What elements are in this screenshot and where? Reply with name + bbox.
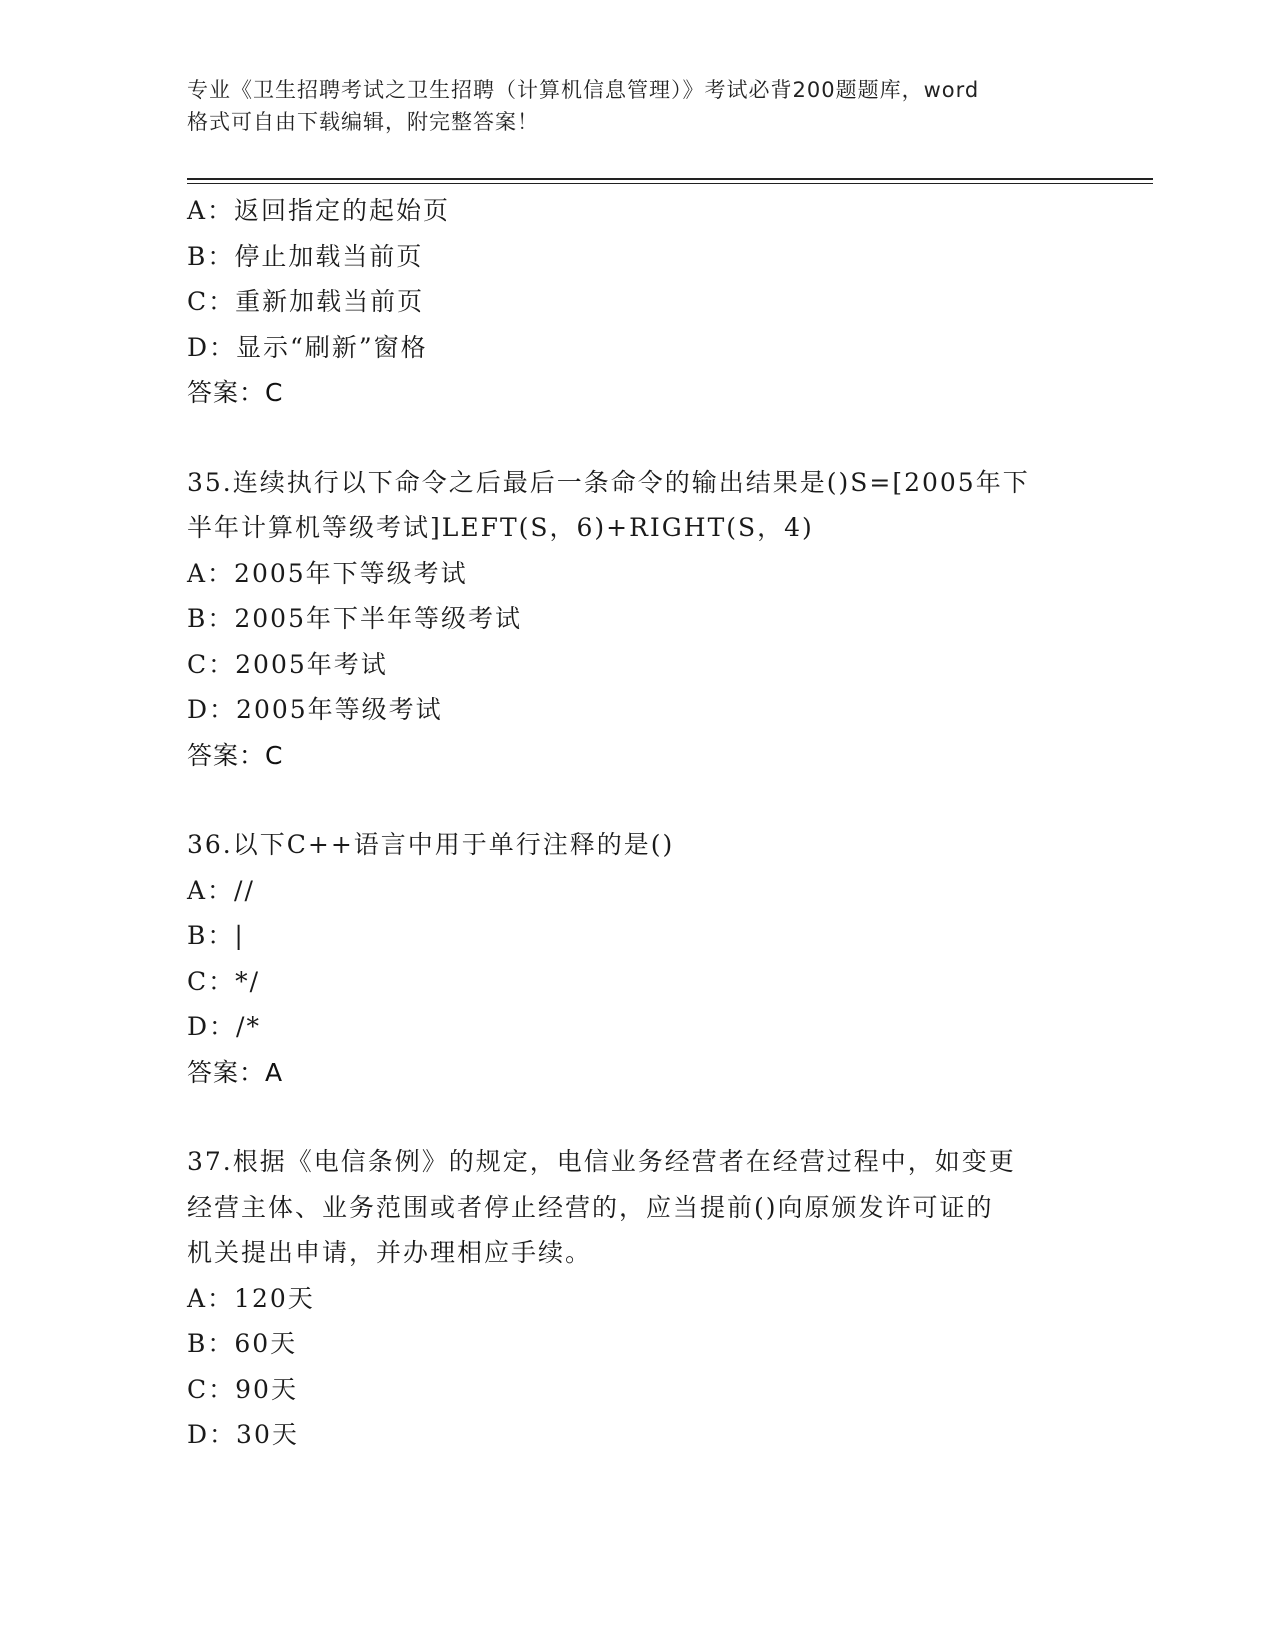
option-d: D：/* <box>187 1012 261 1041</box>
header-line-2: 格式可自由下载编辑，附完整答案！ <box>187 110 539 134</box>
question-stem-line: 35.连续执行以下命令之后最后一条命令的输出结果是()S=[2005年下 <box>187 467 1030 497</box>
question-34-continuation <box>187 188 1107 416</box>
question-stem-line: 经营主体、业务范围或者停止经营的，应当提前()向原颁发许可证的 <box>187 1192 994 1222</box>
option-a: A：返回指定的起始页 <box>187 196 451 225</box>
spacer <box>187 778 1107 822</box>
header-divider-thick <box>187 178 1153 180</box>
option-b: B：停止加载当前页 <box>187 241 424 271</box>
answer-line: 答案：C <box>187 740 284 770</box>
option-c: C：重新加载当前页 <box>187 287 425 316</box>
spacer <box>187 1095 1107 1139</box>
question-stem-line: 36.以下C++语言中用于单行注释的是() <box>187 830 675 859</box>
question-stem-line: 半年计算机等级考试]LEFT(S，6)+RIGHT(S，4) <box>187 513 814 542</box>
question-35 <box>187 460 1107 779</box>
header-divider-thin <box>187 183 1153 184</box>
option-b: B：| <box>187 921 245 950</box>
answer-line: 答案：C <box>187 378 284 407</box>
question-list <box>187 188 1107 1458</box>
option-a: A：120天 <box>187 1283 315 1313</box>
option-d: D：显示“刷新”窗格 <box>187 332 428 362</box>
option-c: C：2005年考试 <box>187 649 388 679</box>
option-d: D：2005年等级考试 <box>187 695 443 724</box>
spacer <box>187 416 1107 460</box>
option-d: D：30天 <box>187 1420 299 1449</box>
question-36 <box>187 822 1107 1095</box>
document-header <box>187 74 1087 138</box>
header-line-1: 专业《卫生招聘考试之卫生招聘（计算机信息管理）》考试必背200题题库，word <box>187 78 980 102</box>
option-c: C：*/ <box>187 966 261 996</box>
question-stem-line: 机关提出申请，并办理相应手续。 <box>187 1238 593 1267</box>
option-c: C：90天 <box>187 1374 298 1404</box>
question-stem-line: 37.根据《电信条例》的规定，电信业务经营者在经营过程中，如变更 <box>187 1147 1016 1176</box>
option-a: A：2005年下等级考试 <box>187 558 468 588</box>
answer-line: 答案：A <box>187 1057 284 1087</box>
option-a: A：// <box>187 875 255 905</box>
question-37 <box>187 1139 1107 1458</box>
option-b: B：2005年下半年等级考试 <box>187 604 522 633</box>
option-b: B：60天 <box>187 1329 298 1358</box>
